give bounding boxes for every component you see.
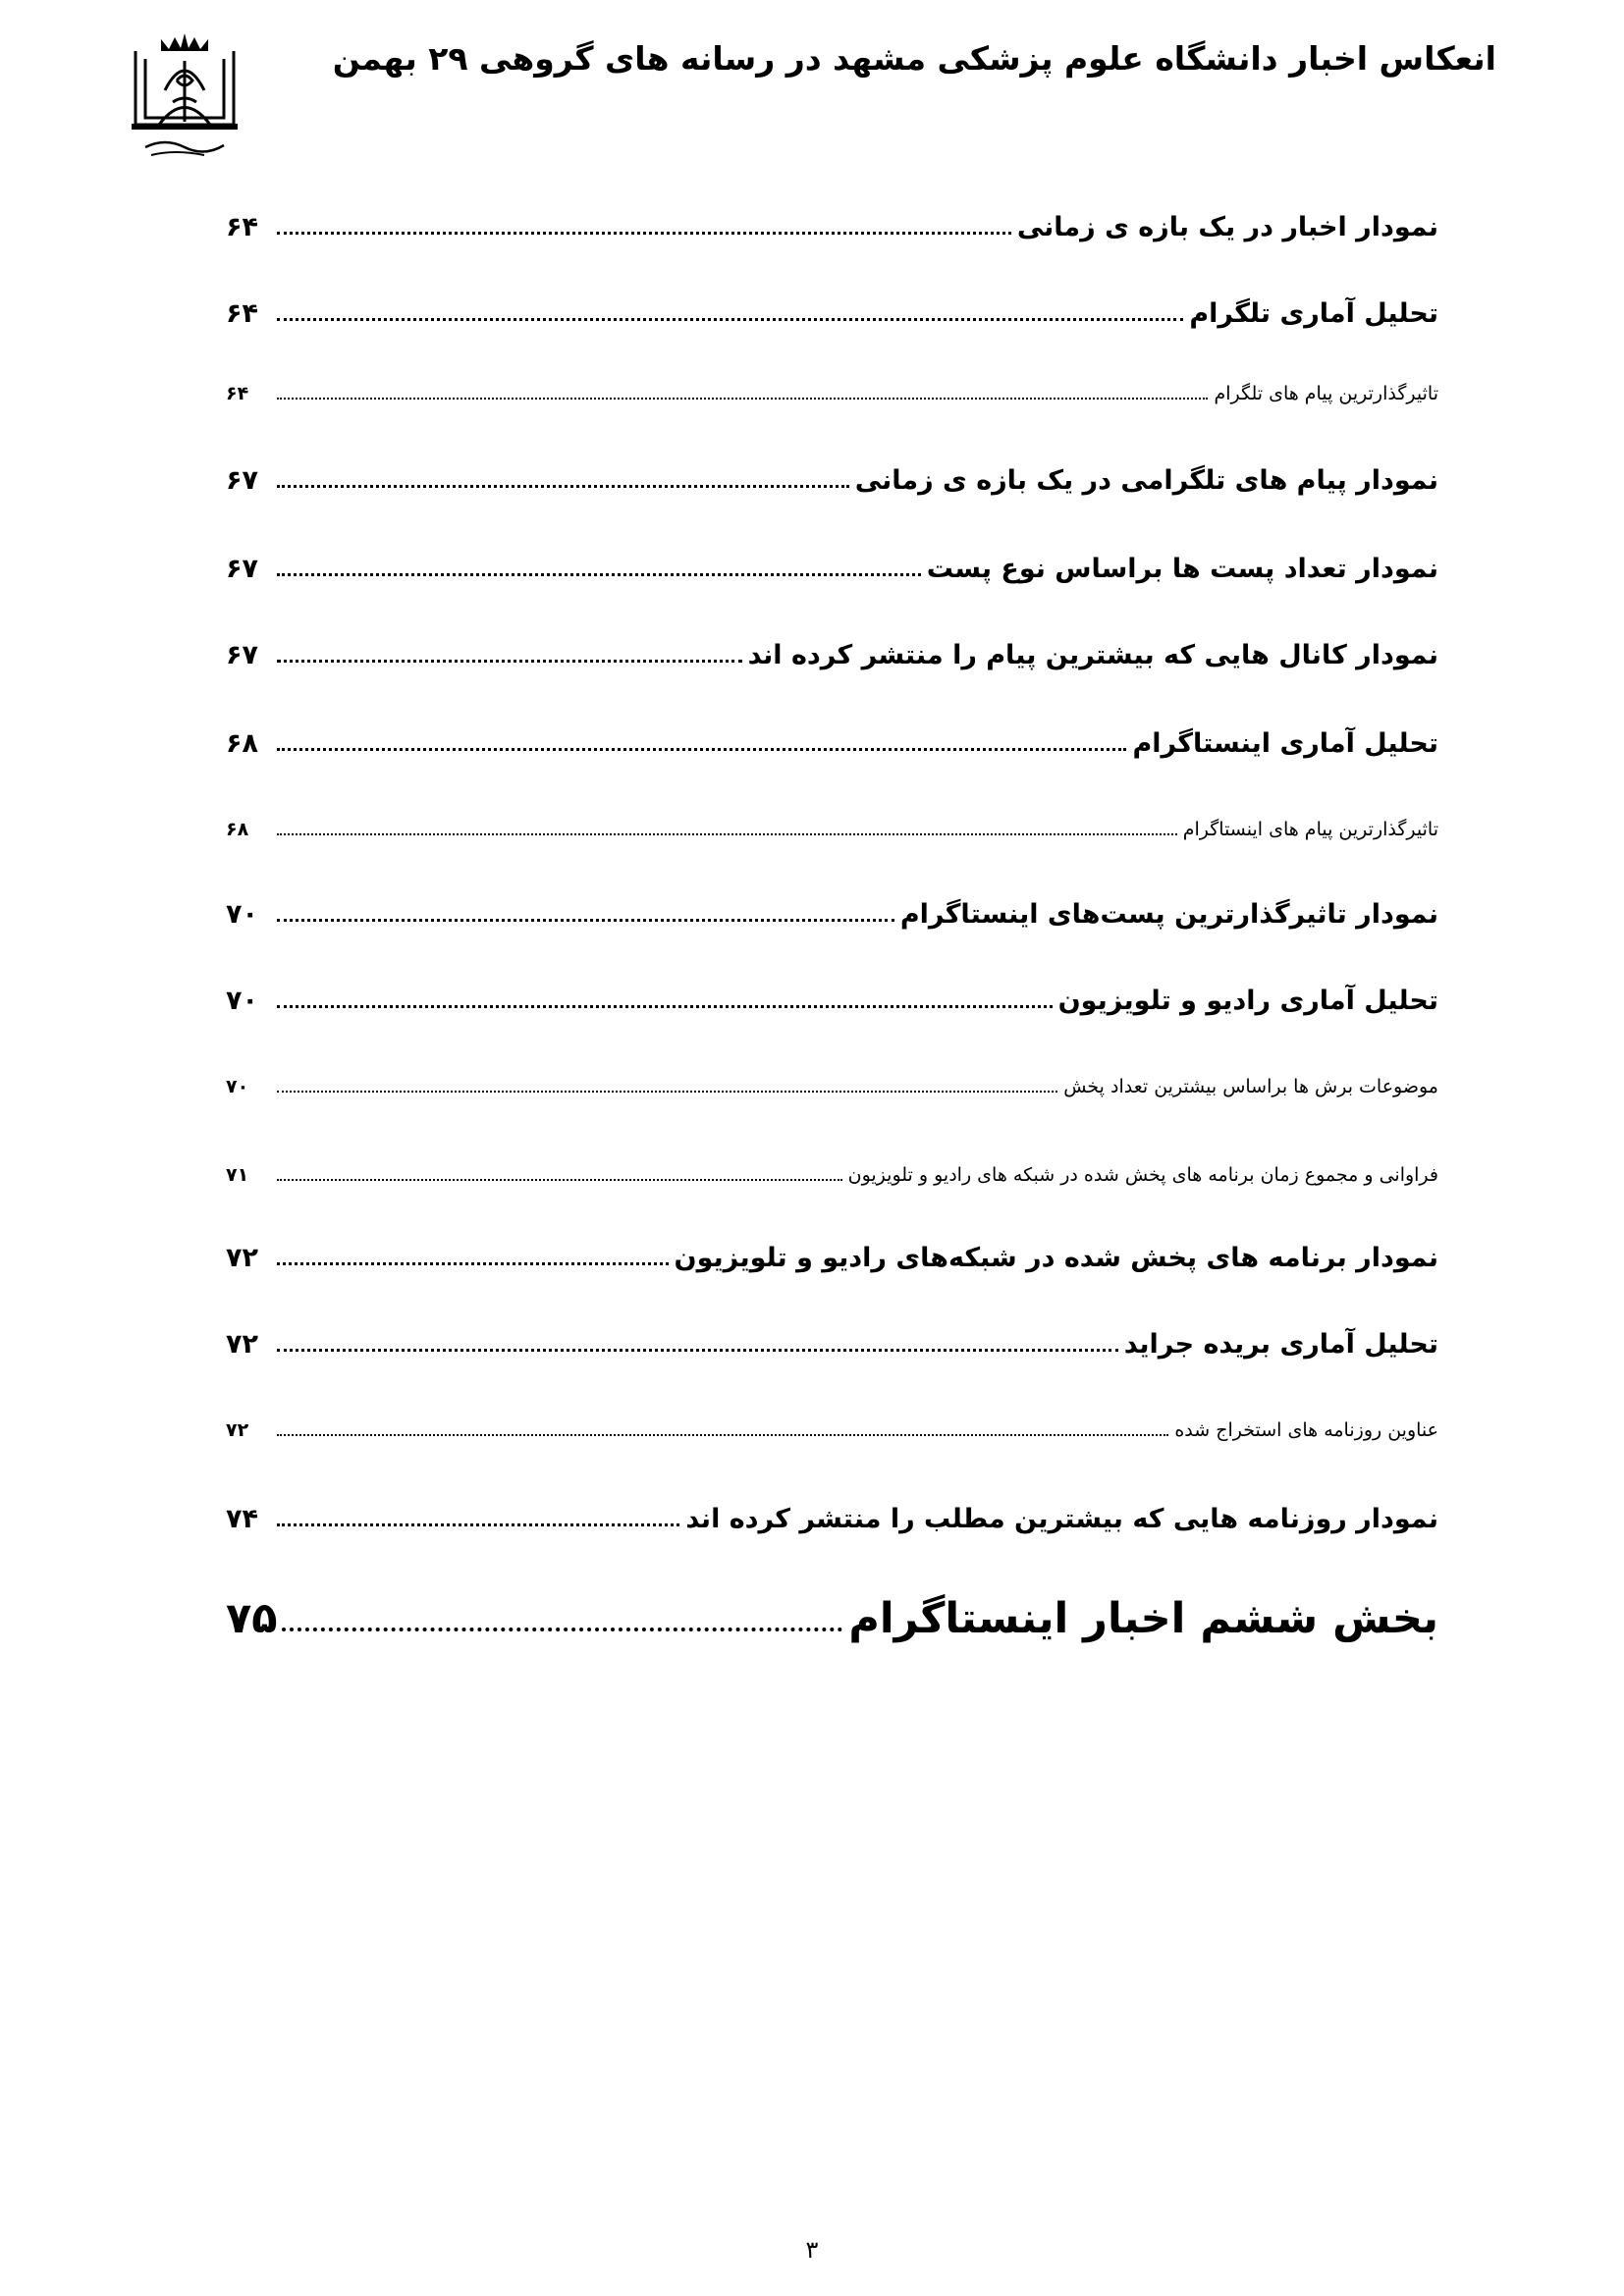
toc-entry-title: نمودار تاثیرگذارترین پست‌های اینستاگرام — [899, 899, 1438, 930]
toc-dot-leader — [277, 573, 921, 576]
toc-dot-leader — [277, 1434, 1168, 1436]
page-header-title: انعکاس اخبار دانشگاه علوم پزشکی مشهد در رسانه های گروهی ۲۹ بهمن — [332, 39, 1496, 78]
toc-entry-title: بخش ششم اخبار اینستاگرام — [848, 1594, 1438, 1643]
toc-entry-page: ۷۲ — [226, 1243, 258, 1273]
toc-dot-leader — [277, 1523, 679, 1526]
toc-dot-leader — [277, 919, 894, 922]
toc-entry-title: عناوین روزنامه های استخراج شده — [1174, 1419, 1438, 1441]
toc-entry-page: ۶۴ — [226, 383, 249, 404]
toc-entry-page: ۷۰ — [226, 1076, 249, 1097]
toc-entry-title: نمودار برنامه های پخش شده در شبکه‌های رادیو و تلویزیون — [674, 1243, 1438, 1273]
toc-entry-page: ۶۸ — [226, 728, 258, 759]
toc-entry-section[interactable] — [226, 1594, 1438, 1643]
toc-entry-title: موضوعات برش ها براساس بیشترین تعداد پخش — [1063, 1076, 1438, 1097]
toc-dot-leader — [277, 318, 1183, 321]
toc-entry[interactable] — [226, 1243, 1438, 1273]
toc-dot-leader — [282, 1628, 843, 1631]
toc-entry-title: تحلیل آماری اینستاگرام — [1132, 728, 1438, 759]
toc-entry-title: تاثیرگذارترین پیام های تلگرام — [1214, 383, 1438, 404]
toc-entry-page: ۷۴ — [226, 1504, 258, 1534]
toc-dot-leader — [277, 1091, 1057, 1093]
toc-entry-page: ۶۷ — [226, 640, 258, 670]
toc-entry[interactable] — [226, 383, 1438, 404]
toc-entry[interactable] — [226, 986, 1438, 1016]
toc-entry[interactable] — [226, 728, 1438, 759]
toc-entry-page: ۶۴ — [226, 212, 258, 242]
toc-dot-leader — [277, 232, 1011, 235]
toc-entry[interactable] — [226, 554, 1438, 584]
toc-entry-page: ۶۷ — [226, 554, 258, 584]
toc-entry-page: ۷۲ — [226, 1329, 258, 1360]
toc-entry-page: ۷۰ — [226, 899, 258, 930]
toc-entry-title: فراوانی و مجموع زمان برنامه های پخش شده در شبکه های رادیو و تلویزیون — [847, 1164, 1438, 1186]
toc-entry[interactable] — [226, 298, 1438, 329]
toc-entry[interactable] — [226, 640, 1438, 670]
toc-entry-page: ۷۰ — [226, 986, 258, 1016]
toc-entry-page: ۶۷ — [226, 465, 258, 496]
toc-entry[interactable] — [226, 1419, 1438, 1441]
toc-dot-leader — [277, 833, 1177, 835]
toc-dot-leader — [277, 1005, 1053, 1008]
toc-entry-title: نمودار تعداد پست ها براساس نوع پست — [926, 554, 1438, 584]
toc-entry[interactable] — [226, 819, 1438, 840]
page-number: ۳ — [805, 2236, 819, 2264]
toc-entry[interactable] — [226, 1076, 1438, 1097]
toc-entry-title: نمودار اخبار در یک بازه ی زمانی — [1016, 212, 1438, 242]
toc-dot-leader — [277, 748, 1126, 751]
toc-entry-title: نمودار روزنامه هایی که بیشترین مطلب را منتشر کرده اند — [685, 1504, 1438, 1534]
toc-entry-page: ۶۴ — [226, 298, 258, 329]
toc-entry-page: ۶۸ — [226, 819, 249, 840]
toc-entry-title: نمودار پیام های تلگرامی در یک بازه ی زمانی — [854, 465, 1438, 496]
toc-dot-leader — [277, 485, 849, 488]
toc-entry-title: تحلیل آماری رادیو و تلویزیون — [1057, 986, 1438, 1016]
toc-entry-page: ۷۱ — [226, 1164, 249, 1186]
toc-dot-leader — [277, 1179, 842, 1181]
toc-entry-page: ۷۵ — [226, 1594, 278, 1643]
toc-entry-title: نمودار کانال هایی که بیشترین پیام را منتشر کرده اند — [747, 640, 1438, 670]
toc-dot-leader — [277, 660, 742, 663]
toc-entry-title: تاثیرگذارترین پیام های اینستاگرام — [1182, 819, 1438, 840]
toc-entry-title: تحلیل آماری بریده جراید — [1123, 1329, 1438, 1360]
toc-entry[interactable] — [226, 1164, 1438, 1186]
toc-entry[interactable] — [226, 1504, 1438, 1534]
toc-entry[interactable] — [226, 212, 1438, 242]
toc-dot-leader — [277, 1262, 669, 1265]
toc-dot-leader — [277, 1349, 1118, 1352]
university-emblem-icon — [116, 31, 253, 164]
toc-entry[interactable] — [226, 899, 1438, 930]
toc-entry[interactable] — [226, 465, 1438, 496]
toc-entry[interactable] — [226, 1329, 1438, 1360]
toc-entry-title: تحلیل آماری تلگرام — [1189, 298, 1438, 329]
toc-dot-leader — [277, 398, 1208, 400]
university-logo — [116, 31, 253, 164]
toc-entry-page: ۷۲ — [226, 1419, 249, 1441]
